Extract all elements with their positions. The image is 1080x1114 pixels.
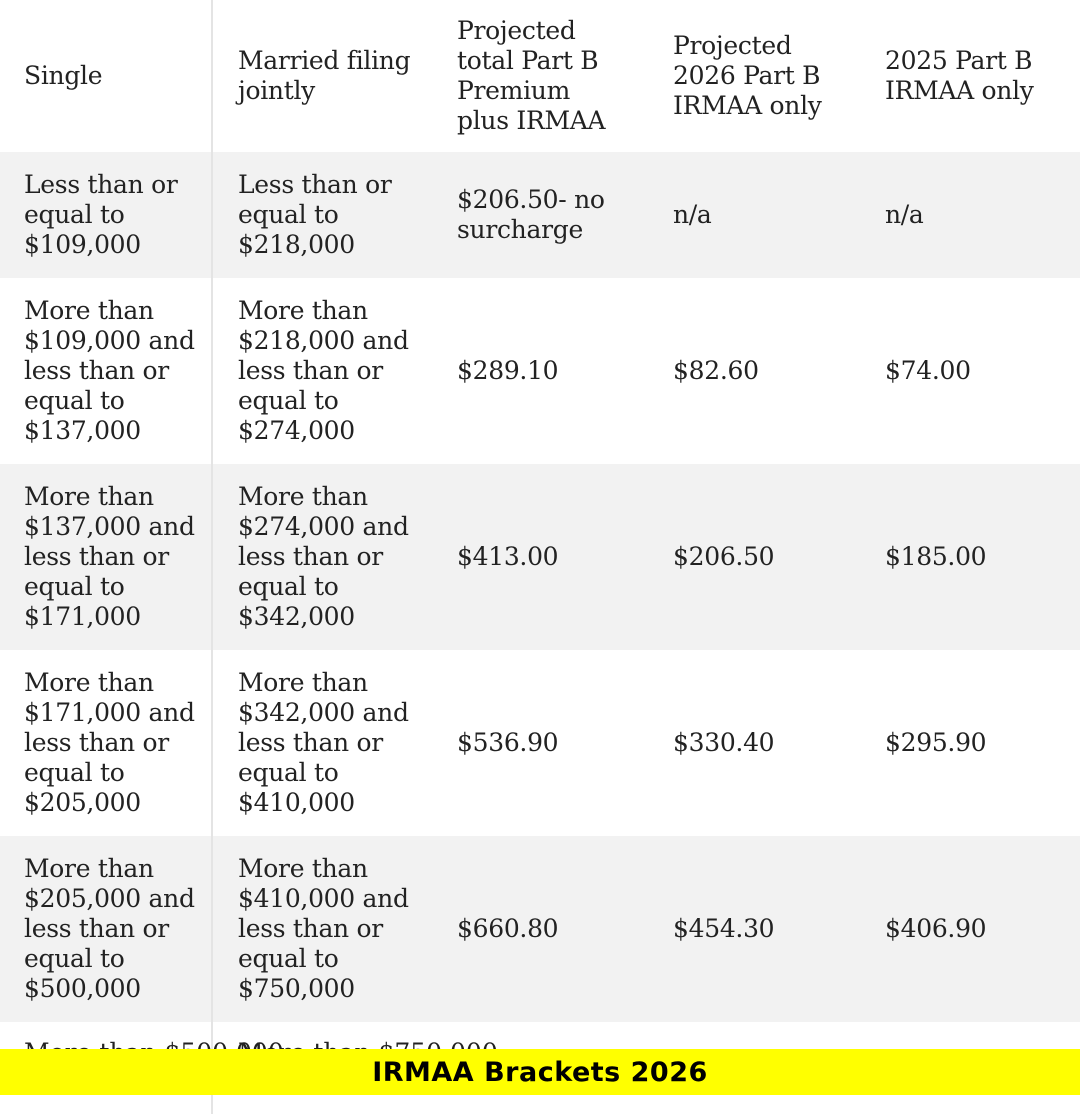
- table-row: [0, 836, 1080, 1022]
- cell-single: More than $171,000 and less than or equal to $205,000: [24, 668, 195, 817]
- header-projected-total-premium: Projected total Part B Premium plus IRMAA: [457, 16, 606, 135]
- table-header-row: [0, 0, 1080, 152]
- cell-2026-irmaa: $206.50: [673, 542, 775, 571]
- cell-total-premium: $413.00: [457, 542, 559, 571]
- cell-married: More than $410,000 and less than or equal to $750,000: [238, 854, 409, 1003]
- table-row: [0, 152, 1080, 278]
- cell-2026-irmaa: $82.60: [673, 356, 759, 385]
- header-single: Single: [24, 61, 103, 90]
- cell-married: More than $274,000 and less than or equal to $342,000: [238, 482, 409, 631]
- cell-single: More than $109,000 and less than or equal to $137,000: [24, 296, 195, 445]
- header-2025-irmaa: 2025 Part B IRMAA only: [885, 46, 1034, 105]
- cell-2025-irmaa: $185.00: [885, 542, 987, 571]
- header-projected-2026-irmaa: Projected 2026 Part B IRMAA only: [673, 31, 822, 120]
- cell-single: More than $205,000 and less than or equal to $500,000: [24, 854, 195, 1003]
- title-banner: [0, 1049, 1080, 1095]
- cell-total-premium: $206.50- no surcharge: [457, 185, 605, 244]
- cell-total-premium: $536.90: [457, 728, 559, 757]
- cell-total-premium: $660.80: [457, 914, 559, 943]
- cell-2026-irmaa: $330.40: [673, 728, 775, 757]
- table-row: [0, 650, 1080, 836]
- cell-2026-irmaa: n/a: [673, 200, 712, 229]
- banner-title: IRMAA Brackets 2026: [372, 1056, 708, 1088]
- cell-married: More than $218,000 and less than or equal to $274,000: [238, 296, 409, 445]
- header-married-filing-jointly: Married filing jointly: [238, 46, 411, 105]
- cell-single: Less than or equal to $109,000: [24, 170, 178, 259]
- cell-married: Less than or equal to $218,000: [238, 170, 392, 259]
- column-divider: [211, 0, 213, 1114]
- table-row: [0, 464, 1080, 650]
- cell-single: More than $137,000 and less than or equal to $171,000: [24, 482, 195, 631]
- cell-2025-irmaa: $406.90: [885, 914, 987, 943]
- cell-total-premium: $289.10: [457, 356, 559, 385]
- cell-2025-irmaa: n/a: [885, 200, 924, 229]
- cell-married: More than $342,000 and less than or equal to $410,000: [238, 668, 409, 817]
- cell-2026-irmaa: $454.30: [673, 914, 775, 943]
- cell-2025-irmaa: $74.00: [885, 356, 971, 385]
- table-row: [0, 278, 1080, 464]
- cell-2025-irmaa: $295.90: [885, 728, 987, 757]
